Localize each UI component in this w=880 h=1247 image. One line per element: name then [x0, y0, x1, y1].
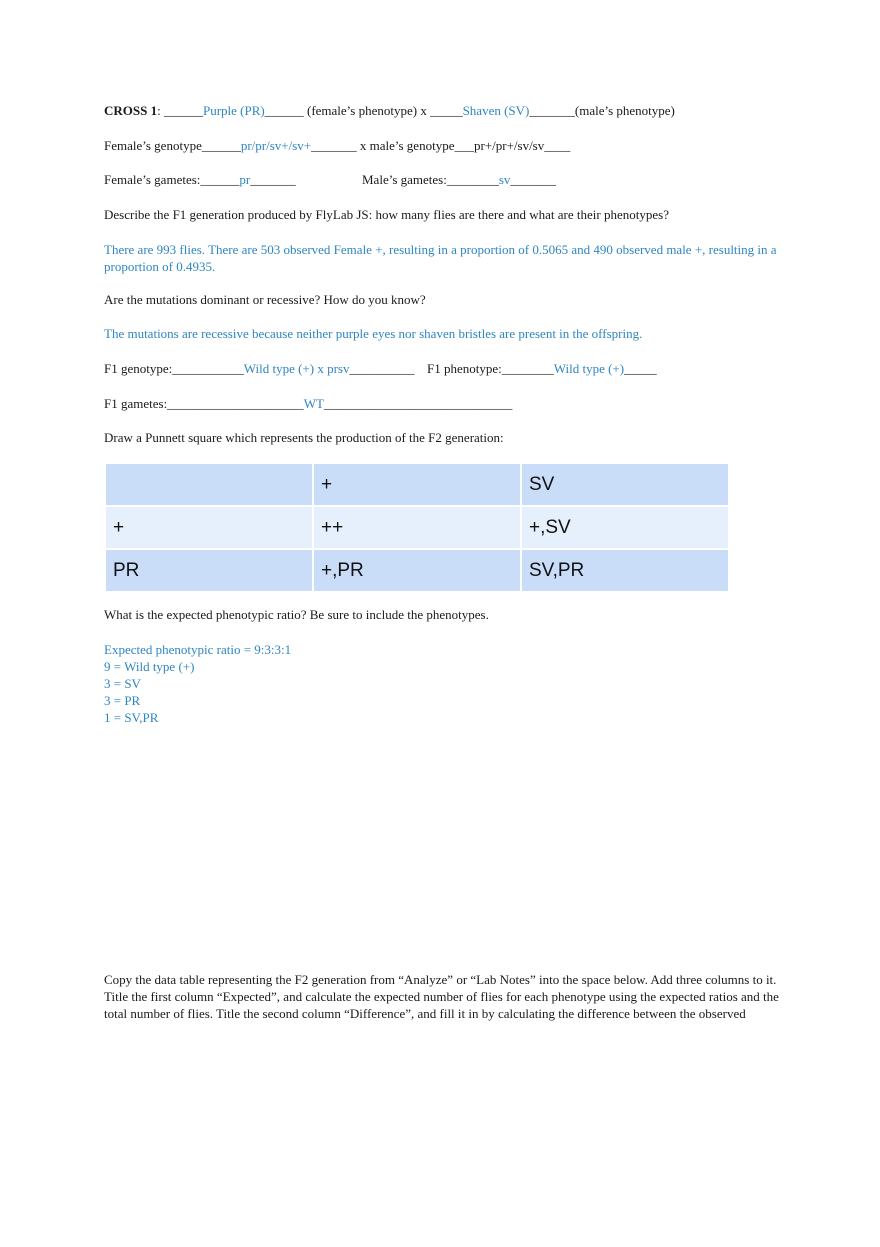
ratio-line: 9 = Wild type (+)	[104, 659, 195, 674]
punnett-row	[105, 506, 729, 549]
question-f1: Describe the F1 generation produced by FlyLab JS: how many flies are there and what are their phenotypes?	[104, 207, 669, 222]
punnett-cell: +,SV	[521, 506, 729, 549]
punnett-row	[105, 463, 729, 506]
question-dominance: Are the mutations dominant or recessive? How do you know?	[104, 292, 426, 307]
punnett-cell	[105, 463, 313, 506]
f1-phenotype-answer: Wild type (+)	[553, 361, 625, 376]
f1-genotype-line: F1 genotype:___________Wild type (+) x prsv__________	[104, 361, 415, 376]
punnett-cell: +	[313, 463, 521, 506]
punnett-cell: SV,PR	[521, 549, 729, 592]
ratio-line: 3 = SV	[104, 676, 141, 691]
female-phenotype-answer: Purple (PR)	[202, 103, 265, 118]
punnett-cell: +	[105, 506, 313, 549]
ratio-line: Expected phenotypic ratio = 9:3:3:1	[104, 642, 292, 657]
male-phenotype-answer: Shaven (SV)	[462, 103, 530, 118]
punnett-cell: PR	[105, 549, 313, 592]
genotype-line: Female’s genotype______pr/pr/sv+/sv+_______ x male’s genotype___pr+/pr+/sv/sv____	[104, 138, 571, 153]
f1-gametes-line: F1 gametes:_____________________WT_____________________________	[104, 396, 513, 411]
answer-dominance: The mutations are recessive because neither purple eyes nor shaven bristles are present in the offspring.	[104, 326, 643, 341]
ratio-line: 3 = PR	[104, 693, 141, 708]
ratio-line: 1 = SV,PR	[104, 710, 159, 725]
punnett-cell: +,PR	[313, 549, 521, 592]
cross-label: CROSS 1	[104, 103, 158, 118]
female-gametes-line: Female’s gametes:______pr_______	[104, 172, 296, 187]
question-punnett: Draw a Punnett square which represents the production of the F2 generation:	[104, 430, 504, 445]
female-gamete-answer: pr	[239, 172, 251, 187]
f1-gametes-answer: WT	[303, 396, 324, 411]
f1-genotype-answer: Wild type (+) x prsv	[243, 361, 350, 376]
female-genotype-answer: pr/pr/sv+/sv+	[240, 138, 312, 153]
punnett-cell: ++	[313, 506, 521, 549]
instructions-f2-table: Copy the data table representing the F2 generation from “Analyze” or “Lab Notes” into the space below. Add three columns to it. Title the first column “Expected”, and calculate the expected number of flies for each phenotype using the expected ratios and the total number of flies. Title the second column “Difference”, and fill it in by calculating the difference between the observed	[104, 972, 779, 1021]
question-ratio: What is the expected phenotypic ratio? Be sure to include the phenotypes.	[104, 607, 489, 622]
male-gametes-line: Male’s gametes:________sv_______	[362, 172, 556, 187]
punnett-cell: SV	[521, 463, 729, 506]
punnett-square	[104, 462, 730, 593]
punnett-row	[105, 549, 729, 592]
answer-f1: There are 993 flies. There are 503 observed Female +, resulting in a proportion of 0.5065 and 490 observed male +, resulting in a proportion of 0.4935.	[104, 242, 777, 274]
f1-phenotype-line: F1 phenotype:________Wild type (+)_____	[427, 361, 657, 376]
male-gamete-answer: sv	[498, 172, 511, 187]
cross-line: CROSS 1: ______Purple (PR)______ (female’s phenotype) x _____Shaven (SV)_______(male’s phenotype)	[104, 103, 675, 118]
